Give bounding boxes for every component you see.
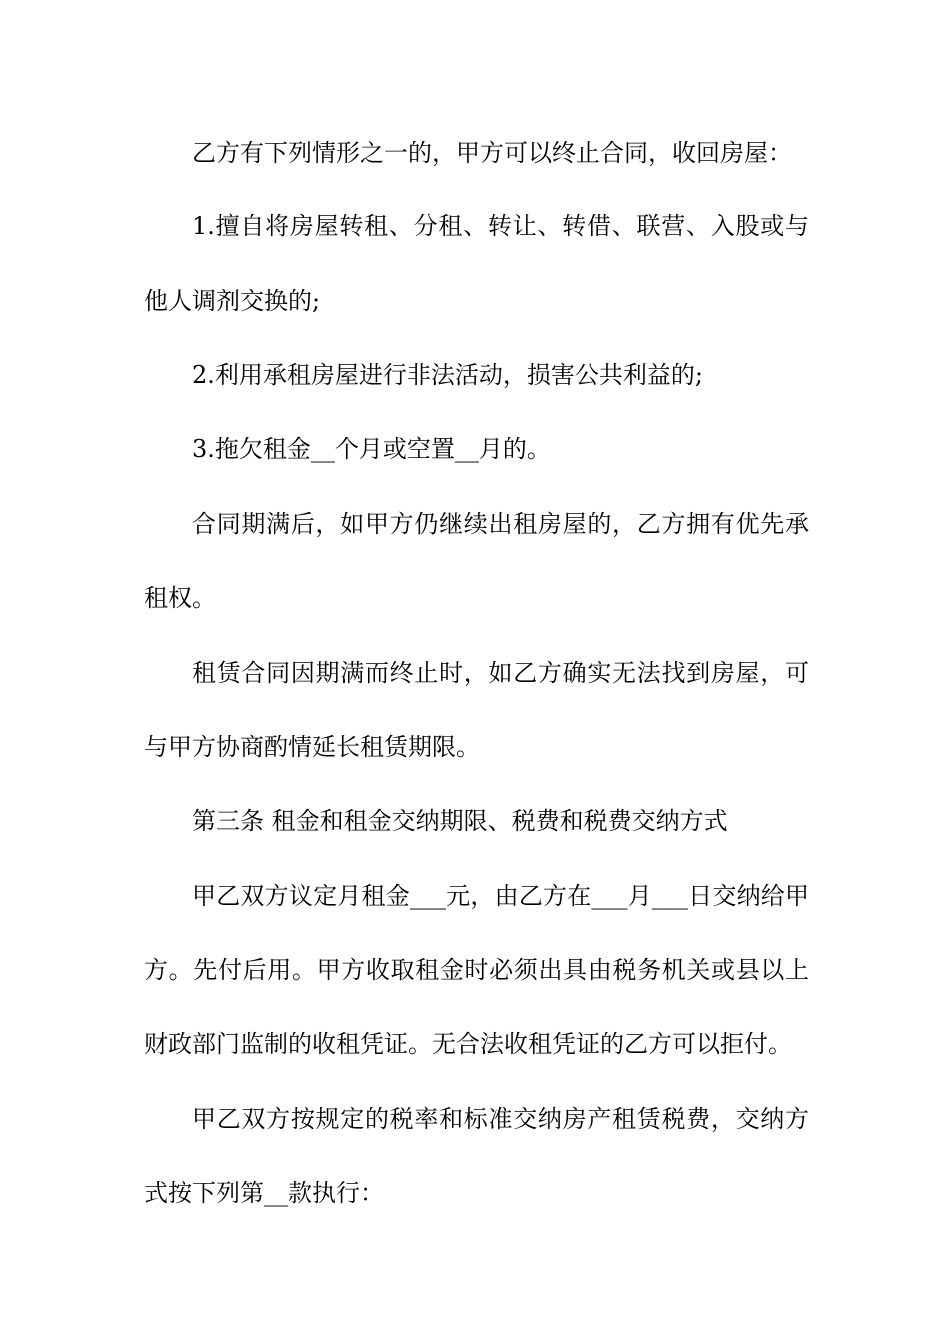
paragraph-rent-line-3: 财政部门监制的收租凭证。无合法收租凭证的乙方可以拒付。 xyxy=(144,1030,792,1058)
article-3-heading: 第三条 租金和租金交纳期限、税费和税费交纳方式 xyxy=(192,807,728,835)
clause-1-line-1: 1.擅自将房屋转租、分租、转让、转借、联营、入股或与 xyxy=(192,212,809,240)
paragraph-rent-line-1: 甲乙双方议定月租金___元，由乙方在___月___日交纳给甲 xyxy=(192,882,809,910)
clause-3: 3.拖欠租金__个月或空置__月的。 xyxy=(192,435,551,463)
clause-2: 2.利用承租房屋进行非法活动，损害公共利益的; xyxy=(192,361,703,389)
paragraph-renewal-line-1: 合同期满后，如甲方仍继续出租房屋的，乙方拥有优先承 xyxy=(192,510,809,538)
paragraph-renewal-line-2: 租权。 xyxy=(144,584,216,612)
paragraph-rent-line-2: 方。先付后用。甲方收取租金时必须出具由税务机关或县以上 xyxy=(144,956,809,984)
paragraph-tax-line-2: 式按下列第__款执行： xyxy=(144,1179,384,1207)
paragraph-extension-line-1: 租赁合同因期满而终止时，如乙方确实无法找到房屋，可 xyxy=(192,659,809,687)
paragraph-extension-line-2: 与甲方协商酌情延长租赁期限。 xyxy=(144,733,480,761)
paragraph-tax-line-1: 甲乙双方按规定的税率和标准交纳房产租赁税费，交纳方 xyxy=(192,1105,809,1133)
paragraph-termination-intro: 乙方有下列情形之一的，甲方可以终止合同，收回房屋： xyxy=(192,139,792,167)
clause-1-line-2: 他人调剂交换的; xyxy=(144,287,321,315)
